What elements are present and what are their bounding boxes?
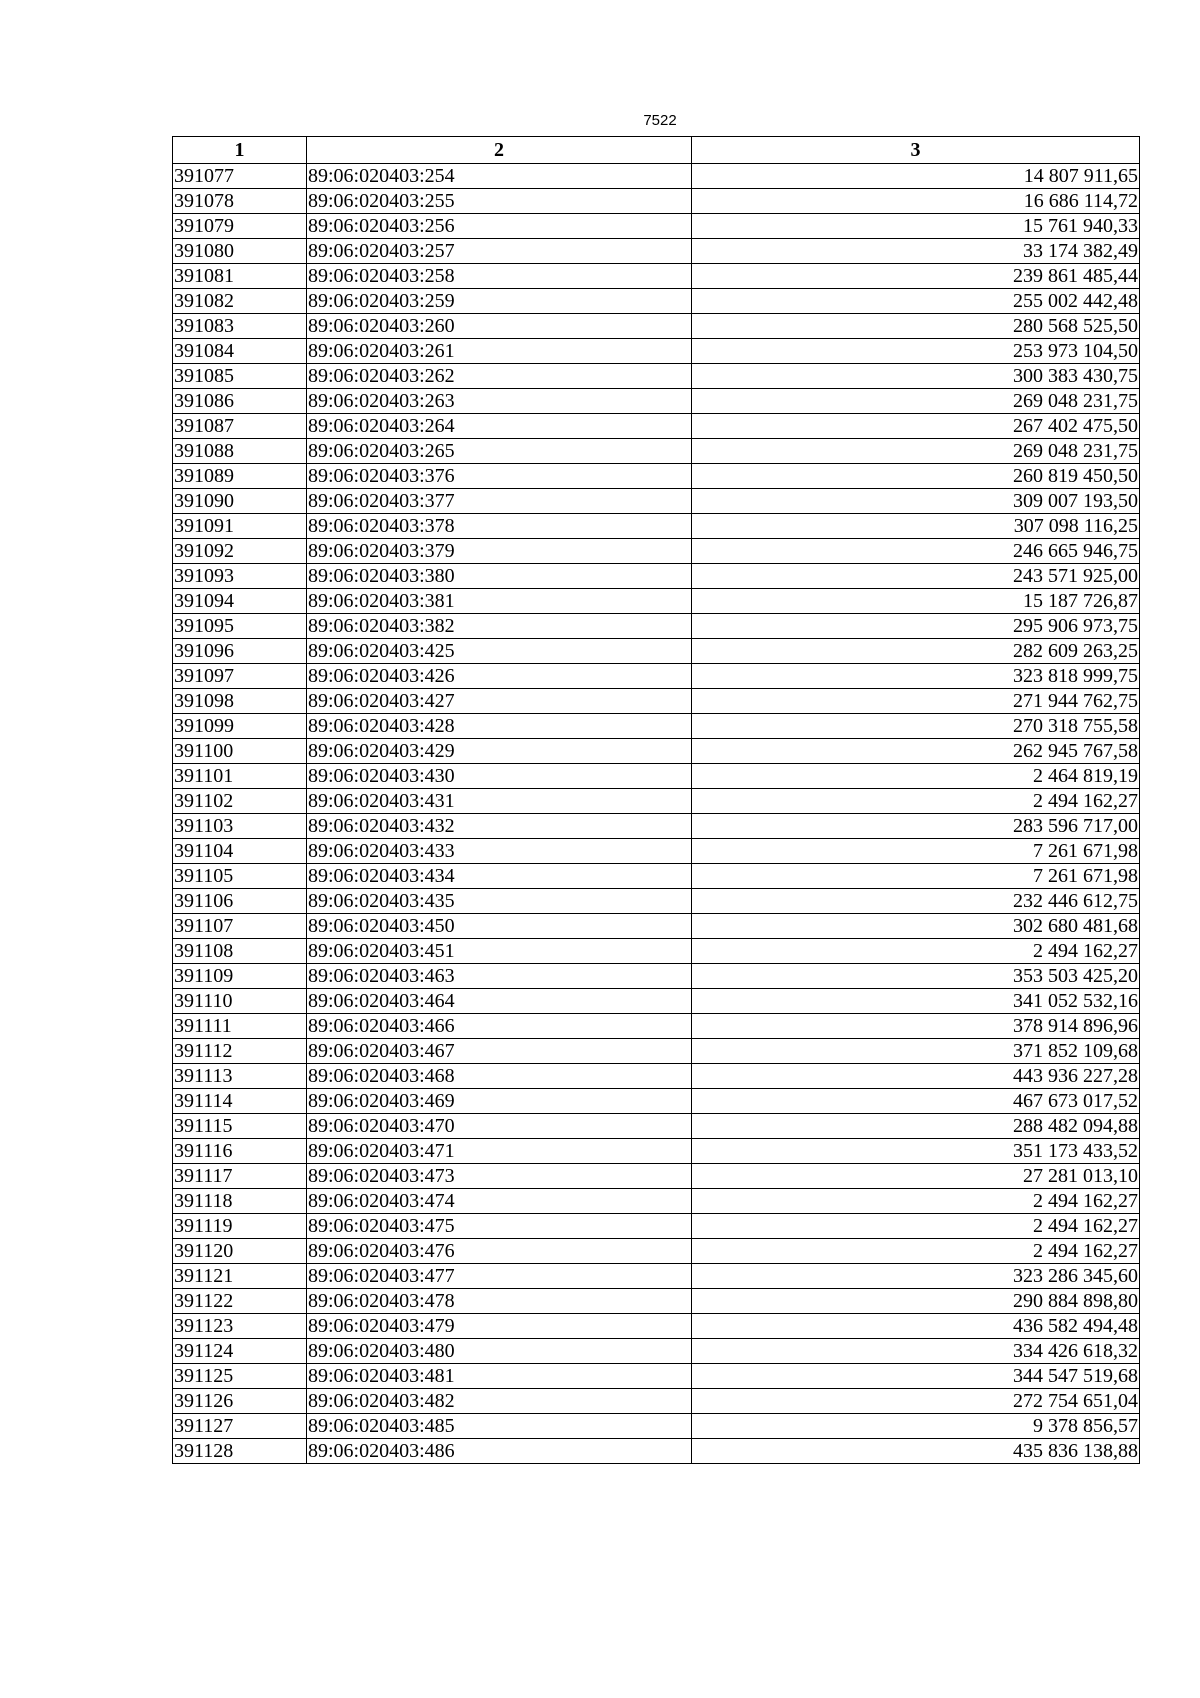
table-row: [173, 1289, 1140, 1314]
value-cell: 9 378 856,57: [692, 1414, 1140, 1439]
value-cell: 243 571 925,00: [692, 564, 1140, 589]
value-cell: 282 609 263,25: [692, 639, 1140, 664]
cadastral-number-cell: 89:06:020403:264: [307, 414, 692, 439]
cadastral-number-cell: 89:06:020403:469: [307, 1089, 692, 1114]
row-number-cell: 391079: [173, 214, 307, 239]
value-cell: 288 482 094,88: [692, 1114, 1140, 1139]
cadastral-number-cell: 89:06:020403:427: [307, 689, 692, 714]
cadastral-number-cell: 89:06:020403:478: [307, 1289, 692, 1314]
table-row: [173, 1339, 1140, 1364]
table-row: [173, 639, 1140, 664]
page-number: 7522: [643, 112, 677, 129]
table-row: [173, 1139, 1140, 1164]
row-number-cell: 391081: [173, 264, 307, 289]
row-number-cell: 391118: [173, 1189, 307, 1214]
cadastral-number-cell: 89:06:020403:430: [307, 764, 692, 789]
value-cell: 344 547 519,68: [692, 1364, 1140, 1389]
value-cell: 2 494 162,27: [692, 789, 1140, 814]
table-row: [173, 239, 1140, 264]
cadastral-number-cell: 89:06:020403:466: [307, 1014, 692, 1039]
row-number-cell: 391087: [173, 414, 307, 439]
cadastral-number-cell: 89:06:020403:376: [307, 464, 692, 489]
value-cell: 283 596 717,00: [692, 814, 1140, 839]
value-cell: 353 503 425,20: [692, 964, 1140, 989]
table-row: [173, 989, 1140, 1014]
row-number-cell: 391126: [173, 1389, 307, 1414]
row-number-cell: 391094: [173, 589, 307, 614]
cadastral-number-cell: 89:06:020403:381: [307, 589, 692, 614]
row-number-cell: 391091: [173, 514, 307, 539]
table-row: [173, 539, 1140, 564]
value-cell: 2 494 162,27: [692, 1214, 1140, 1239]
cadastral-number-cell: 89:06:020403:378: [307, 514, 692, 539]
row-number-cell: 391098: [173, 689, 307, 714]
cadastral-number-cell: 89:06:020403:259: [307, 289, 692, 314]
cadastral-number-cell: 89:06:020403:377: [307, 489, 692, 514]
value-cell: 255 002 442,48: [692, 289, 1140, 314]
cadastral-number-cell: 89:06:020403:262: [307, 364, 692, 389]
row-number-cell: 391112: [173, 1039, 307, 1064]
value-cell: 14 807 911,65: [692, 164, 1140, 189]
table-row: [173, 214, 1140, 239]
row-number-cell: 391077: [173, 164, 307, 189]
table-row: [173, 739, 1140, 764]
row-number-cell: 391106: [173, 889, 307, 914]
table-row: [173, 364, 1140, 389]
row-number-cell: 391108: [173, 939, 307, 964]
table-row: [173, 289, 1140, 314]
value-cell: 307 098 116,25: [692, 514, 1140, 539]
row-number-cell: 391095: [173, 614, 307, 639]
table-row: [173, 389, 1140, 414]
cadastral-number-cell: 89:06:020403:429: [307, 739, 692, 764]
table-row: [173, 414, 1140, 439]
value-cell: 323 286 345,60: [692, 1264, 1140, 1289]
cadastral-number-cell: 89:06:020403:382: [307, 614, 692, 639]
row-number-cell: 391115: [173, 1114, 307, 1139]
column-header-2: 2: [307, 137, 692, 164]
table-row: [173, 964, 1140, 989]
row-number-cell: 391121: [173, 1264, 307, 1289]
table-row: [173, 1089, 1140, 1114]
value-cell: 270 318 755,58: [692, 714, 1140, 739]
row-number-cell: 391127: [173, 1414, 307, 1439]
table-row: [173, 1114, 1140, 1139]
row-number-cell: 391105: [173, 864, 307, 889]
cadastral-number-cell: 89:06:020403:261: [307, 339, 692, 364]
cadastral-number-cell: 89:06:020403:476: [307, 1239, 692, 1264]
value-cell: 269 048 231,75: [692, 389, 1140, 414]
table-row: [173, 714, 1140, 739]
cadastral-number-cell: 89:06:020403:426: [307, 664, 692, 689]
table-row: [173, 1314, 1140, 1339]
cadastral-number-cell: 89:06:020403:480: [307, 1339, 692, 1364]
cadastral-number-cell: 89:06:020403:263: [307, 389, 692, 414]
table-row: [173, 864, 1140, 889]
cadastral-number-cell: 89:06:020403:474: [307, 1189, 692, 1214]
table-row: [173, 1389, 1140, 1414]
column-header-1: 1: [173, 137, 307, 164]
cadastral-number-cell: 89:06:020403:260: [307, 314, 692, 339]
cadastral-number-cell: 89:06:020403:481: [307, 1364, 692, 1389]
value-cell: 323 818 999,75: [692, 664, 1140, 689]
row-number-cell: 391109: [173, 964, 307, 989]
cadastral-number-cell: 89:06:020403:258: [307, 264, 692, 289]
table-row: [173, 314, 1140, 339]
value-cell: 2 494 162,27: [692, 939, 1140, 964]
value-cell: 378 914 896,96: [692, 1014, 1140, 1039]
row-number-cell: 391088: [173, 439, 307, 464]
value-cell: 253 973 104,50: [692, 339, 1140, 364]
value-cell: 435 836 138,88: [692, 1439, 1140, 1464]
row-number-cell: 391125: [173, 1364, 307, 1389]
table-row: [173, 1414, 1140, 1439]
table-row: [173, 489, 1140, 514]
row-number-cell: 391078: [173, 189, 307, 214]
value-cell: 351 173 433,52: [692, 1139, 1140, 1164]
value-cell: 16 686 114,72: [692, 189, 1140, 214]
cadastral-number-cell: 89:06:020403:475: [307, 1214, 692, 1239]
value-cell: 7 261 671,98: [692, 839, 1140, 864]
cadastral-number-cell: 89:06:020403:486: [307, 1439, 692, 1464]
table-row: [173, 1364, 1140, 1389]
row-number-cell: 391100: [173, 739, 307, 764]
value-cell: 246 665 946,75: [692, 539, 1140, 564]
row-number-cell: 391120: [173, 1239, 307, 1264]
table-row: [173, 664, 1140, 689]
value-cell: 239 861 485,44: [692, 264, 1140, 289]
row-number-cell: 391096: [173, 639, 307, 664]
row-number-cell: 391119: [173, 1214, 307, 1239]
row-number-cell: 391104: [173, 839, 307, 864]
value-cell: 309 007 193,50: [692, 489, 1140, 514]
row-number-cell: 391103: [173, 814, 307, 839]
value-cell: 341 052 532,16: [692, 989, 1140, 1014]
table-row: [173, 339, 1140, 364]
table-row: [173, 1439, 1140, 1464]
cadastral-number-cell: 89:06:020403:471: [307, 1139, 692, 1164]
table-body: [173, 164, 1140, 1464]
cadastral-number-cell: 89:06:020403:256: [307, 214, 692, 239]
row-number-cell: 391082: [173, 289, 307, 314]
table-row: [173, 514, 1140, 539]
value-cell: 7 261 671,98: [692, 864, 1140, 889]
table-row: [173, 1189, 1140, 1214]
table-row: [173, 1239, 1140, 1264]
row-number-cell: 391116: [173, 1139, 307, 1164]
row-number-cell: 391111: [173, 1014, 307, 1039]
cadastral-number-cell: 89:06:020403:479: [307, 1314, 692, 1339]
table-row: [173, 1164, 1140, 1189]
value-cell: 33 174 382,49: [692, 239, 1140, 264]
row-number-cell: 391099: [173, 714, 307, 739]
cadastral-number-cell: 89:06:020403:482: [307, 1389, 692, 1414]
cadastral-number-cell: 89:06:020403:433: [307, 839, 692, 864]
row-number-cell: 391092: [173, 539, 307, 564]
value-cell: 232 446 612,75: [692, 889, 1140, 914]
cadastral-number-cell: 89:06:020403:485: [307, 1414, 692, 1439]
row-number-cell: 391101: [173, 764, 307, 789]
table-row: [173, 764, 1140, 789]
row-number-cell: 391083: [173, 314, 307, 339]
value-cell: 262 945 767,58: [692, 739, 1140, 764]
column-header-3: 3: [692, 137, 1140, 164]
table-row: [173, 264, 1140, 289]
row-number-cell: 391102: [173, 789, 307, 814]
row-number-cell: 391086: [173, 389, 307, 414]
value-cell: 2 464 819,19: [692, 764, 1140, 789]
table-row: [173, 614, 1140, 639]
table-row: [173, 839, 1140, 864]
table-row: [173, 1064, 1140, 1089]
registry-table: [172, 136, 1140, 1464]
row-number-cell: 391090: [173, 489, 307, 514]
table-row: [173, 889, 1140, 914]
table-row: [173, 564, 1140, 589]
table-header-row: [173, 137, 1140, 164]
row-number-cell: 391089: [173, 464, 307, 489]
cadastral-number-cell: 89:06:020403:379: [307, 539, 692, 564]
table-row: [173, 1039, 1140, 1064]
cadastral-number-cell: 89:06:020403:467: [307, 1039, 692, 1064]
row-number-cell: 391097: [173, 664, 307, 689]
value-cell: 272 754 651,04: [692, 1389, 1140, 1414]
cadastral-number-cell: 89:06:020403:434: [307, 864, 692, 889]
row-number-cell: 391122: [173, 1289, 307, 1314]
cadastral-number-cell: 89:06:020403:477: [307, 1264, 692, 1289]
cadastral-number-cell: 89:06:020403:464: [307, 989, 692, 1014]
value-cell: 443 936 227,28: [692, 1064, 1140, 1089]
value-cell: 467 673 017,52: [692, 1089, 1140, 1114]
cadastral-number-cell: 89:06:020403:451: [307, 939, 692, 964]
value-cell: 271 944 762,75: [692, 689, 1140, 714]
cadastral-number-cell: 89:06:020403:425: [307, 639, 692, 664]
cadastral-number-cell: 89:06:020403:257: [307, 239, 692, 264]
table-row: [173, 914, 1140, 939]
row-number-cell: 391128: [173, 1439, 307, 1464]
cadastral-number-cell: 89:06:020403:428: [307, 714, 692, 739]
table-row: [173, 789, 1140, 814]
value-cell: 300 383 430,75: [692, 364, 1140, 389]
row-number-cell: 391107: [173, 914, 307, 939]
value-cell: 334 426 618,32: [692, 1339, 1140, 1364]
cadastral-number-cell: 89:06:020403:254: [307, 164, 692, 189]
value-cell: 2 494 162,27: [692, 1189, 1140, 1214]
cadastral-number-cell: 89:06:020403:255: [307, 189, 692, 214]
value-cell: 269 048 231,75: [692, 439, 1140, 464]
value-cell: 15 187 726,87: [692, 589, 1140, 614]
table-row: [173, 189, 1140, 214]
value-cell: 267 402 475,50: [692, 414, 1140, 439]
cadastral-number-cell: 89:06:020403:470: [307, 1114, 692, 1139]
row-number-cell: 391124: [173, 1339, 307, 1364]
table-row: [173, 689, 1140, 714]
cadastral-number-cell: 89:06:020403:463: [307, 964, 692, 989]
cadastral-number-cell: 89:06:020403:450: [307, 914, 692, 939]
cadastral-number-cell: 89:06:020403:431: [307, 789, 692, 814]
value-cell: 260 819 450,50: [692, 464, 1140, 489]
cadastral-number-cell: 89:06:020403:468: [307, 1064, 692, 1089]
row-number-cell: 391117: [173, 1164, 307, 1189]
table-row: [173, 589, 1140, 614]
value-cell: 436 582 494,48: [692, 1314, 1140, 1339]
value-cell: 280 568 525,50: [692, 314, 1140, 339]
table-row: [173, 1214, 1140, 1239]
row-number-cell: 391093: [173, 564, 307, 589]
table-row: [173, 464, 1140, 489]
row-number-cell: 391085: [173, 364, 307, 389]
table-row: [173, 814, 1140, 839]
row-number-cell: 391080: [173, 239, 307, 264]
value-cell: 371 852 109,68: [692, 1039, 1140, 1064]
row-number-cell: 391123: [173, 1314, 307, 1339]
cadastral-number-cell: 89:06:020403:265: [307, 439, 692, 464]
cadastral-number-cell: 89:06:020403:432: [307, 814, 692, 839]
table-row: [173, 1264, 1140, 1289]
cadastral-number-cell: 89:06:020403:435: [307, 889, 692, 914]
value-cell: 2 494 162,27: [692, 1239, 1140, 1264]
value-cell: 295 906 973,75: [692, 614, 1140, 639]
row-number-cell: 391114: [173, 1089, 307, 1114]
table-row: [173, 164, 1140, 189]
table-row: [173, 1014, 1140, 1039]
table-row: [173, 939, 1140, 964]
row-number-cell: 391113: [173, 1064, 307, 1089]
value-cell: 302 680 481,68: [692, 914, 1140, 939]
value-cell: 27 281 013,10: [692, 1164, 1140, 1189]
value-cell: 290 884 898,80: [692, 1289, 1140, 1314]
table-row: [173, 439, 1140, 464]
row-number-cell: 391084: [173, 339, 307, 364]
row-number-cell: 391110: [173, 989, 307, 1014]
value-cell: 15 761 940,33: [692, 214, 1140, 239]
cadastral-number-cell: 89:06:020403:473: [307, 1164, 692, 1189]
cadastral-number-cell: 89:06:020403:380: [307, 564, 692, 589]
